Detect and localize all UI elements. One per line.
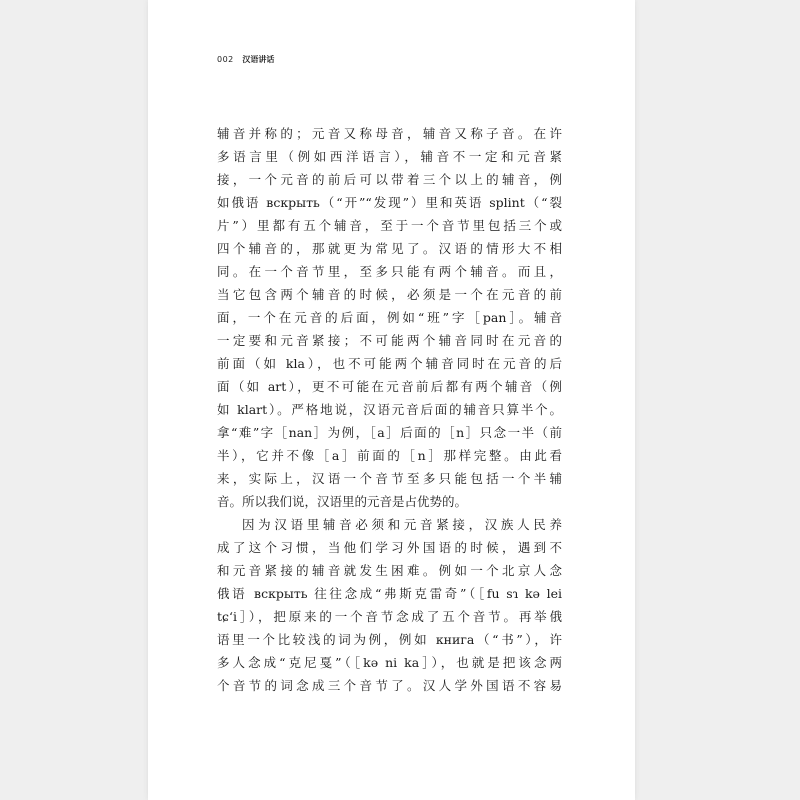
text-line: 同。在一个音节里，至多只能有两个辅音。而且， <box>217 264 562 279</box>
text-line: 片”）里都有五个辅音，至于一个音节里包括三个或 <box>217 218 562 233</box>
text-line: 语里一个比较浅的词为例，例如 книга（“书”），许 <box>217 632 562 647</box>
text-line: 个音节的词念成三个音节了。汉人学外国语不容易 <box>217 678 562 693</box>
text-line: 面，一个在元音的后面，例如“班”字［pan］。辅音 <box>217 310 562 325</box>
text-line: 前面（如 kla），也不可能两个辅音同时在元音的后 <box>217 356 562 371</box>
text-line: 四个辅音的，那就更为常见了。汉语的情形大不相 <box>217 241 562 256</box>
text-line: 多语言里（例如西洋语言），辅音不一定和元音紧 <box>217 149 562 164</box>
text-line: 成了这个习惯，当他们学习外国语的时候，遇到不 <box>217 540 562 555</box>
text-line: tɕʻi］），把原来的一个音节念成了五个音节。再举俄 <box>217 609 562 624</box>
text-line: 音。所以我们说，汉语里的元音是占优势的。 <box>217 494 468 509</box>
book-page <box>148 0 635 800</box>
text-line: 和元音紧接的辅音就发生困难。例如一个北京人念 <box>217 563 562 578</box>
text-line: 因为汉语里辅音必须和元音紧接，汉族人民养 <box>242 517 562 532</box>
book-title: 汉语讲话 <box>242 55 275 64</box>
text-line: 一定要和元音紧接；不可能两个辅音同时在元音的 <box>217 333 562 348</box>
text-line: 辅音并称的；元音又称母音，辅音又称子音。在许 <box>217 126 562 141</box>
running-header <box>217 54 274 65</box>
text-line: 来，实际上，汉语一个音节至多只能包括一个半辅 <box>217 471 562 486</box>
text-line: 半），它并不像［a］前面的［n］那样完整。由此看 <box>217 448 562 463</box>
text-line: 拿“难”字［nan］为例，［a］后面的［n］只念一半（前 <box>217 425 562 440</box>
text-line: 多人念成“克尼戛”（［kə ni ka］），也就是把该念两 <box>217 655 562 670</box>
text-line: 如俄语 вскрыть（“开”“发现”）里和英语 splint（“裂 <box>217 195 562 210</box>
text-line: 俄语 вскрыть 往往念成“弗斯克雷奇”（［fu sɿ kə lei <box>217 586 562 601</box>
body-text <box>217 122 562 697</box>
text-line: 接，一个元音的前后可以带着三个以上的辅音，例 <box>217 172 562 187</box>
text-line: 面（如 art），更不可能在元音前后都有两个辅音（例 <box>217 379 562 394</box>
text-line: 当它包含两个辅音的时候，必须是一个在元音的前 <box>217 287 562 302</box>
text-line: 如 klart）。严格地说，汉语元音后面的辅音只算半个。 <box>217 402 562 417</box>
page-number: 002 <box>217 55 234 64</box>
